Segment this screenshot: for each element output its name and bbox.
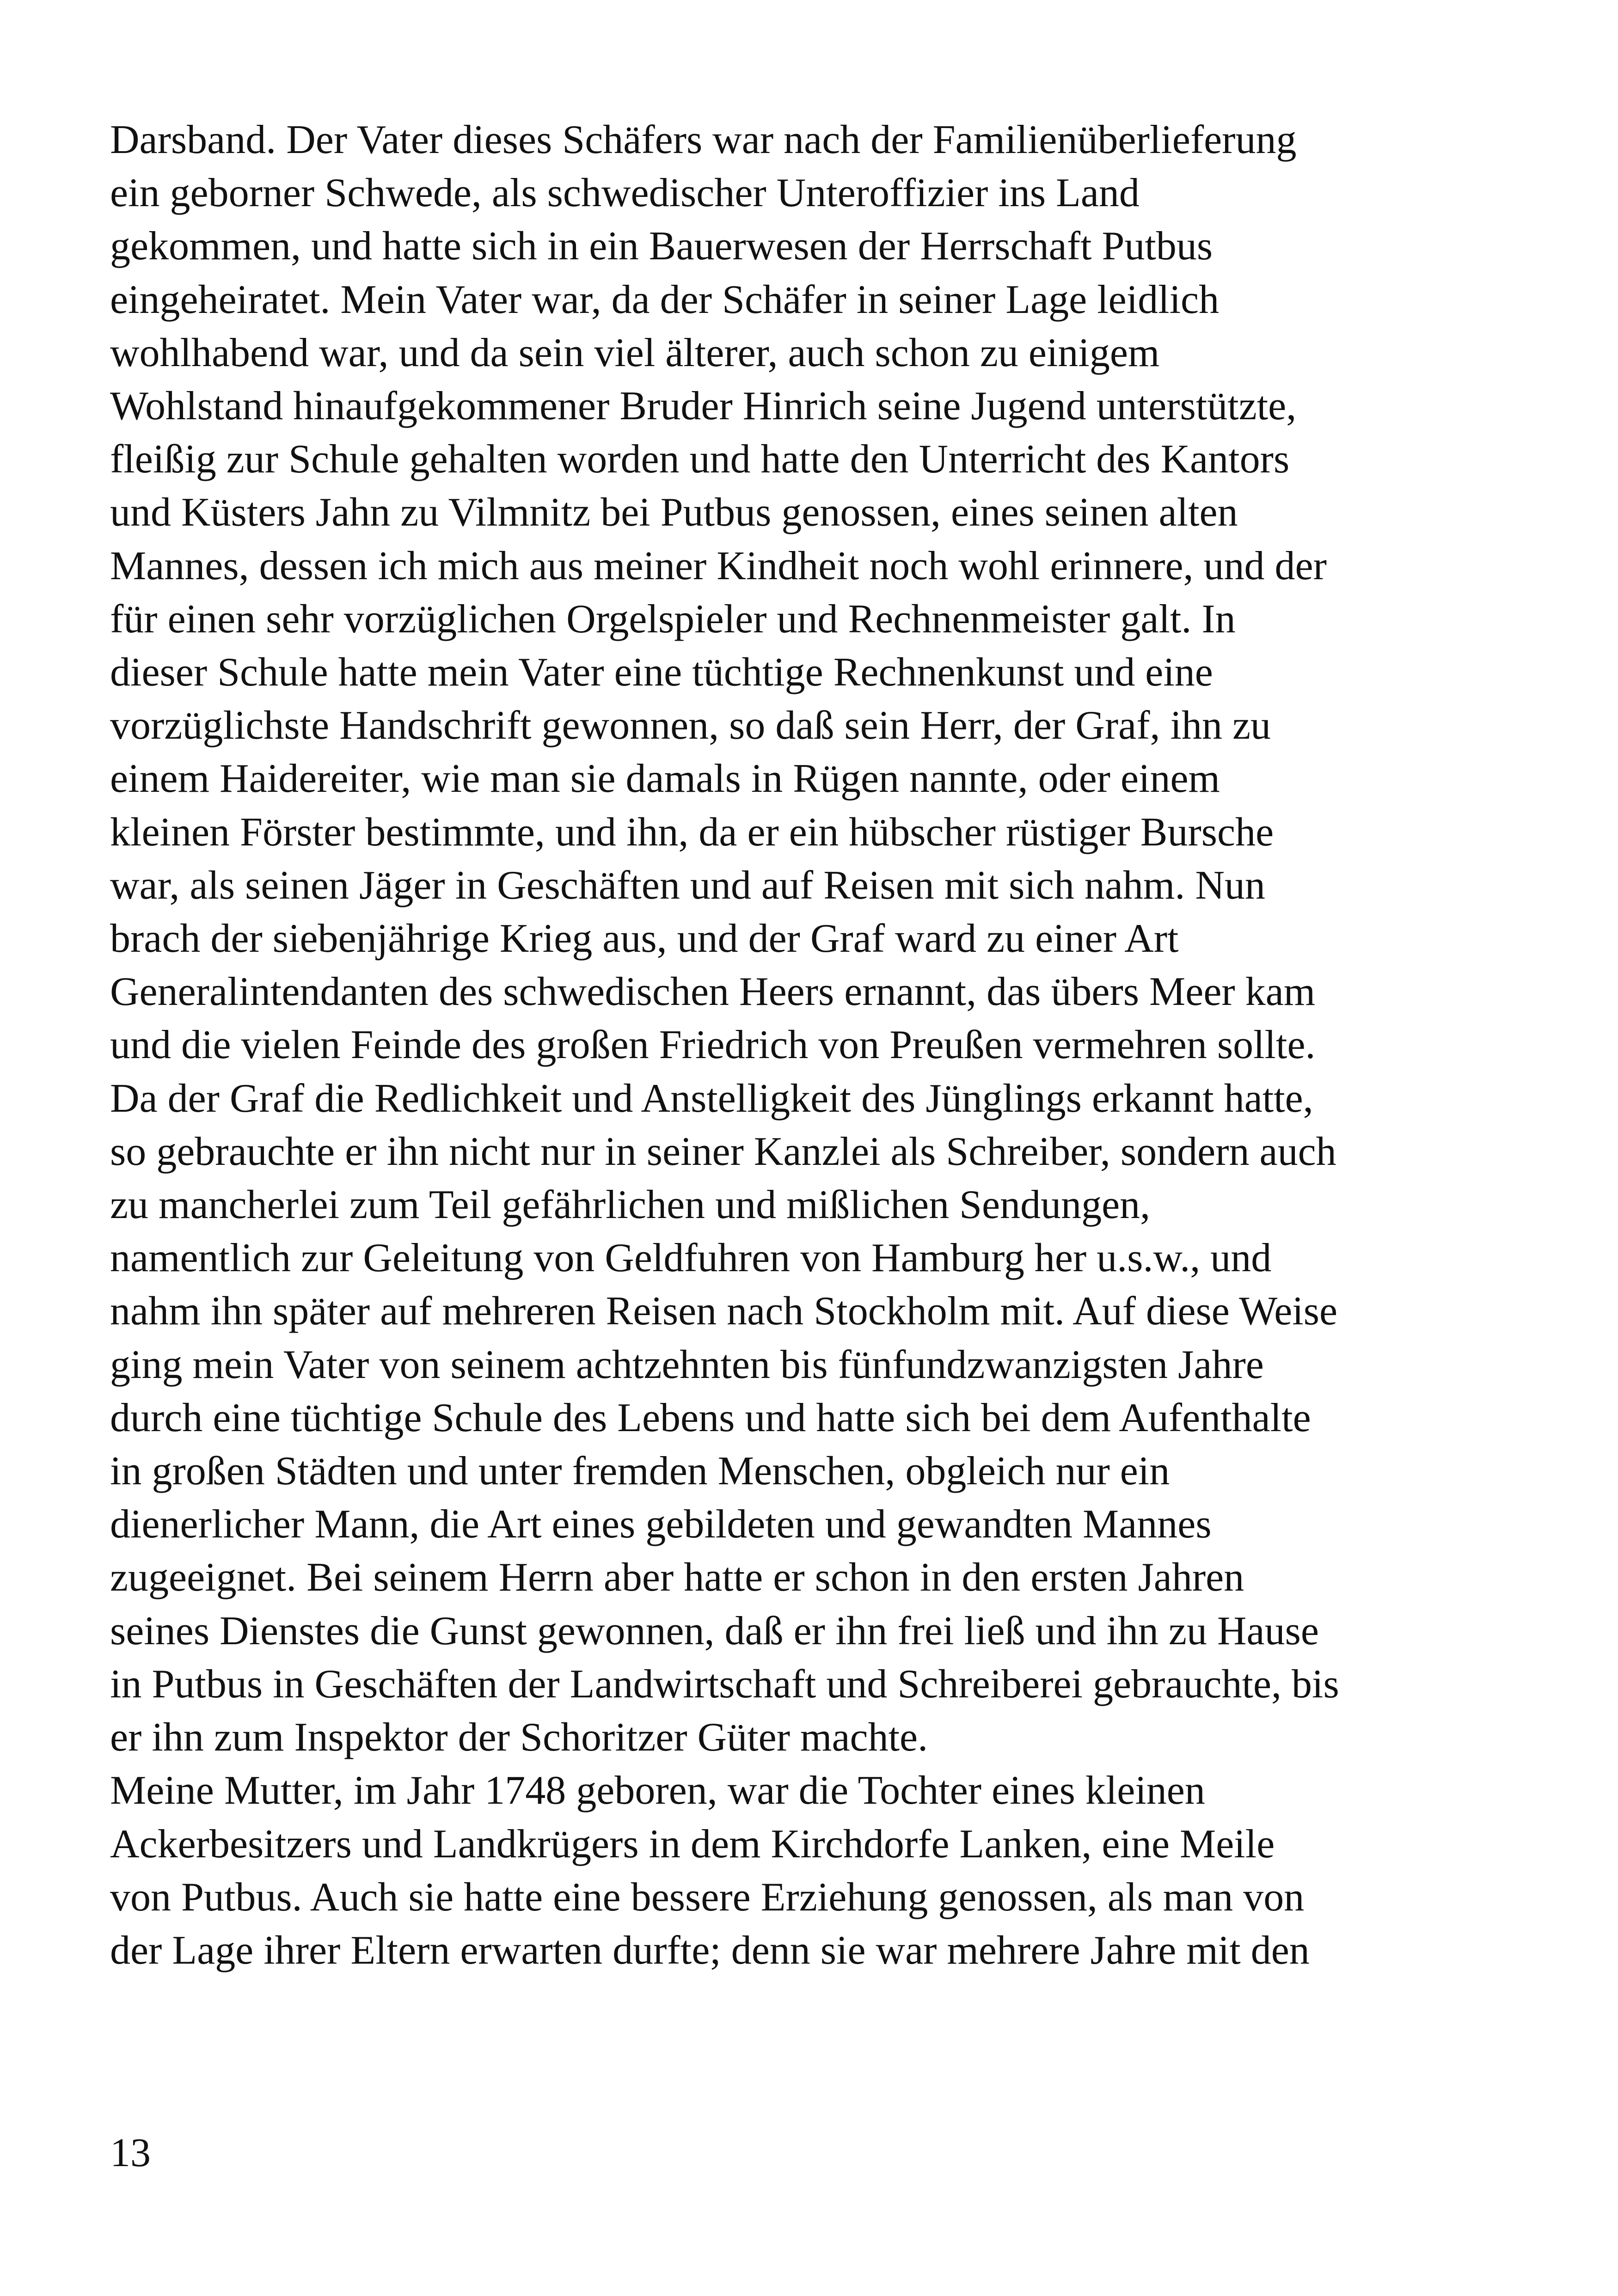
text-line: für einen sehr vorzüglichen Orgelspieler und Rechnenmeister galt. In xyxy=(110,596,1236,642)
text-line: in Putbus in Geschäften der Landwirtschaft und Schreiberei gebrauchte, bis xyxy=(110,1661,1339,1707)
page-number: 13 xyxy=(110,2131,151,2175)
text-line: Da der Graf die Redlichkeit und Anstelligkeit des Jünglings erkannt hatte, xyxy=(110,1076,1313,1121)
text-line: Meine Mutter, im Jahr 1748 geboren, war die Tochter eines kleinen xyxy=(110,1768,1205,1813)
text-line: der Lage ihrer Eltern erwarten durfte; denn sie war mehrere Jahre mit den xyxy=(110,1928,1310,1973)
text-line: einem Haidereiter, wie man sie damals in Rügen nannte, oder einem xyxy=(110,756,1220,802)
text-line: fleißig zur Schule gehalten worden und hatte den Unterricht des Kantors xyxy=(110,437,1290,482)
text-line: durch eine tüchtige Schule des Lebens und hatte sich bei dem Aufenthalte xyxy=(110,1395,1311,1440)
text-line: war, als seinen Jäger in Geschäften und auf Reisen mit sich nahm. Nun xyxy=(110,863,1265,908)
text-line: wohlhabend war, und da sein viel älterer, auch schon zu einigem xyxy=(110,330,1160,375)
text-line: und die vielen Feinde des großen Friedrich von Preußen vermehren sollte. xyxy=(110,1022,1316,1068)
text-line: zugeeignet. Bei seinem Herrn aber hatte er schon in den ersten Jahren xyxy=(110,1555,1244,1600)
text-line: von Putbus. Auch sie hatte eine bessere Erziehung genossen, als man von xyxy=(110,1874,1305,1920)
text-line: und Küsters Jahn zu Vilmnitz bei Putbus genossen, eines seinen alten xyxy=(110,490,1238,535)
text-line: namentlich zur Geleitung von Geldfuhren von Hamburg her u.s.w., und xyxy=(110,1236,1272,1281)
text-line: eingeheiratet. Mein Vater war, da der Schäfer in seiner Lage leidlich xyxy=(110,277,1220,322)
text-line: brach der siebenjährige Krieg aus, und der Graf ward zu einer Art xyxy=(110,916,1179,961)
text-line: zu mancherlei zum Teil gefährlichen und mißlichen Sendungen, xyxy=(110,1182,1151,1228)
text-line: ging mein Vater von seinem achtzehnten bis fünfundzwanzigsten Jahre xyxy=(110,1342,1264,1387)
text-line: kleinen Förster bestimmte, und ihn, da er ein hübscher rüstiger Bursche xyxy=(110,809,1274,855)
text-line: dienerlicher Mann, die Art eines gebildeten und gewandten Mannes xyxy=(110,1502,1212,1547)
text-line: nahm ihn später auf mehreren Reisen nach Stockholm mit. Auf diese Weise xyxy=(110,1289,1338,1334)
text-line: er ihn zum Inspektor der Schoritzer Güter machte. xyxy=(110,1715,928,1760)
text-line: Mannes, dessen ich mich aus meiner Kindheit noch wohl erinnere, und der xyxy=(110,543,1327,588)
text-line: in großen Städten und unter fremden Menschen, obgleich nur ein xyxy=(110,1449,1170,1494)
text-line: dieser Schule hatte mein Vater eine tüchtige Rechnenkunst und eine xyxy=(110,650,1213,695)
text-line: Ackerbesitzers und Landkrügers in dem Kirchdorfe Lanken, eine Meile xyxy=(110,1821,1275,1867)
text-line: so gebrauchte er ihn nicht nur in seiner Kanzlei als Schreiber, sondern auch xyxy=(110,1129,1336,1174)
text-line: gekommen, und hatte sich in ein Bauerwesen der Herrschaft Putbus xyxy=(110,224,1213,269)
text-line: Generalintendanten des schwedischen Heers ernannt, das übers Meer kam xyxy=(110,969,1316,1015)
text-line: Darsband. Der Vater dieses Schäfers war nach der Familienüberlieferung xyxy=(110,117,1297,162)
body-text xyxy=(110,113,1543,1977)
text-line: seines Dienstes die Gunst gewonnen, daß er ihn frei ließ und ihn zu Hause xyxy=(110,1608,1319,1653)
text-line: ein geborner Schwede, als schwedischer Unteroffizier ins Land xyxy=(110,171,1140,216)
text-line: Wohlstand hinaufgekommener Bruder Hinrich seine Jugend unterstützte, xyxy=(110,384,1297,429)
text-line: vorzüglichste Handschrift gewonnen, so daß sein Herr, der Graf, ihn zu xyxy=(110,703,1271,748)
